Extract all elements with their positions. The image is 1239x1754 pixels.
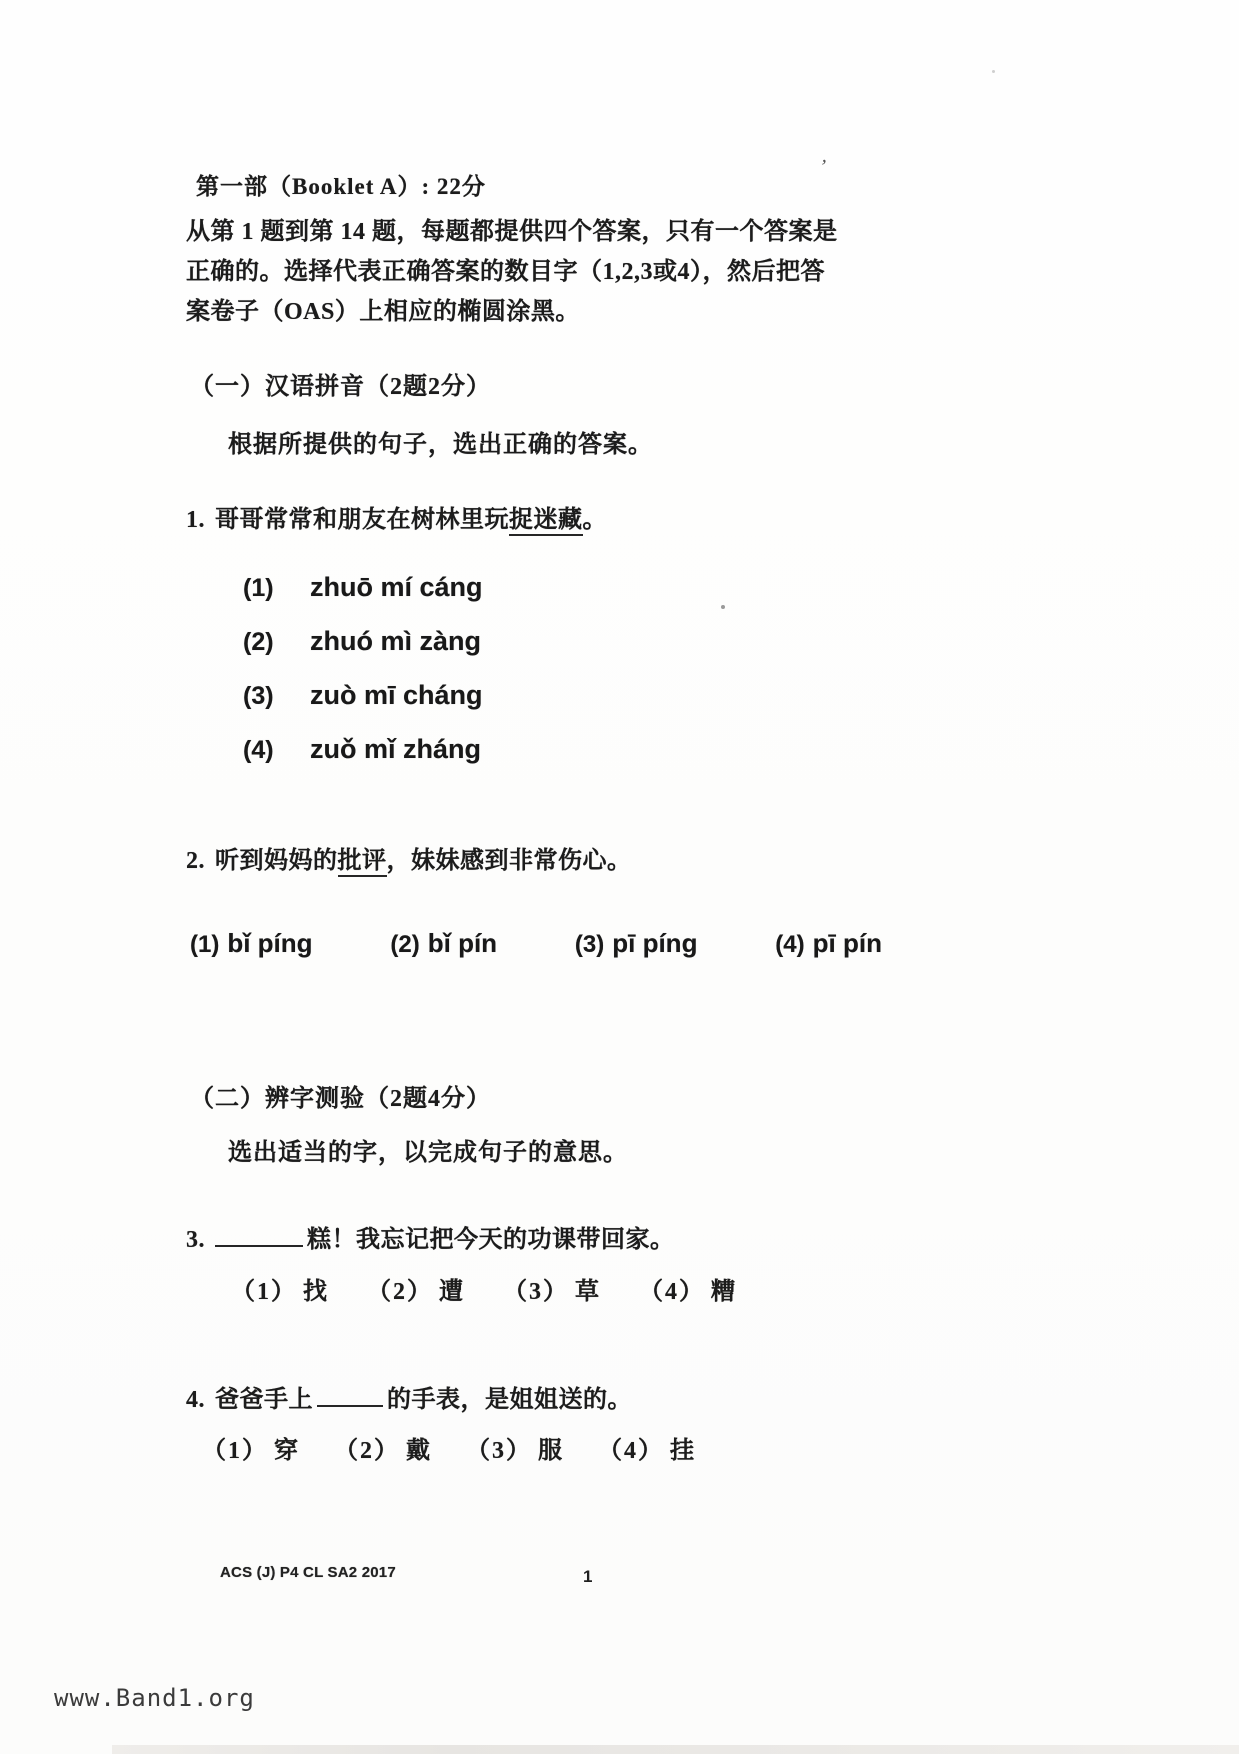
question-1-options <box>243 572 483 788</box>
option-number: (3) <box>243 682 274 710</box>
option-character: 糟 <box>711 1279 737 1305</box>
option-item <box>390 928 497 959</box>
underlined-word: 捉迷藏 <box>509 507 583 536</box>
question-text-after: 糕！我忘记把今天的功课带回家。 <box>307 1227 675 1253</box>
option-number: （2） <box>367 1279 433 1305</box>
option-pinyin: zuò mī cháng <box>310 680 483 710</box>
option-pinyin: zhuó mì zàng <box>310 626 481 656</box>
question-text-after: 。 <box>582 507 607 533</box>
option-number: （1） <box>231 1279 297 1305</box>
option-character: 服 <box>538 1438 564 1464</box>
exam-paper-code: ACS (J) P4 CL SA2 2017 <box>220 1564 396 1581</box>
instruction-line: 正确的。选择代表正确答案的数目字（1,2,3或4），然后把答 <box>186 259 825 285</box>
scan-speck <box>992 70 995 73</box>
section-two-instruction: 选出适当的字，以完成句子的意思。 <box>228 1140 628 1166</box>
section-one-heading: （一）汉语拼音（2题2分） <box>190 374 491 400</box>
option-number: （3） <box>503 1279 569 1305</box>
option-number: (4) <box>243 736 274 764</box>
option-number: (4) <box>775 931 805 958</box>
question-3-options <box>231 1271 737 1306</box>
answer-blank <box>317 1383 383 1407</box>
question-text-before: 哥哥常常和朋友在树林里玩 <box>215 507 509 533</box>
booklet-title: 第一部（Booklet A）: 22分 <box>196 174 486 199</box>
option-row <box>243 626 483 658</box>
instruction-line: 案卷子（OAS）上相应的椭圆涂黑。 <box>186 299 580 325</box>
question-text-before: 听到妈妈的 <box>215 848 338 874</box>
question-number: 3. <box>186 1227 205 1253</box>
question-number: 2. <box>186 848 205 874</box>
option-character: 挂 <box>670 1438 696 1464</box>
option-pinyin: zuǒ mǐ zháng <box>310 734 481 764</box>
question-3 <box>186 1219 675 1254</box>
option-item <box>231 1271 329 1306</box>
option-item <box>190 928 313 959</box>
option-character: 找 <box>303 1279 329 1305</box>
scan-speck <box>721 605 725 609</box>
option-item <box>367 1271 465 1306</box>
option-number: （4） <box>598 1438 664 1464</box>
option-item <box>466 1430 564 1465</box>
option-character: 戴 <box>406 1438 432 1464</box>
option-item <box>775 928 882 959</box>
answer-blank <box>215 1223 303 1247</box>
underlined-word: 批评 <box>338 848 387 877</box>
watermark-url: www.Band1.org <box>54 1684 255 1712</box>
option-character: 穿 <box>274 1438 300 1464</box>
option-pinyin: bǐ pín <box>427 928 498 958</box>
option-number: (1) <box>243 574 274 602</box>
question-text-after: ，妹妹感到非常伤心。 <box>386 848 632 874</box>
option-item <box>334 1430 432 1465</box>
page-number: 1 <box>583 1567 593 1586</box>
option-row <box>243 572 483 604</box>
option-pinyin: bǐ píng <box>227 928 313 958</box>
question-text-before: 爸爸手上 <box>215 1387 313 1413</box>
option-character: 草 <box>575 1279 601 1305</box>
question-2-options <box>190 928 882 959</box>
option-number: (2) <box>390 931 420 958</box>
booklet-instructions <box>186 212 838 332</box>
option-pinyin: zhuō mí cáng <box>310 572 483 602</box>
question-1 <box>186 499 607 534</box>
option-number: （4） <box>639 1279 705 1305</box>
instruction-line: 从第 1 题到第 14 题，每题都提供四个答案，只有一个答案是 <box>186 219 838 245</box>
scan-artifact-mark: ’ <box>818 155 829 179</box>
question-2 <box>186 840 632 875</box>
question-text-after: 的手表，是姐姐送的。 <box>387 1387 632 1413</box>
option-item <box>202 1430 300 1465</box>
question-number: 4. <box>186 1387 205 1413</box>
option-row <box>243 680 483 712</box>
option-row <box>243 734 483 766</box>
option-number: (2) <box>243 628 274 656</box>
option-number: （2） <box>334 1438 400 1464</box>
option-number: (1) <box>190 931 220 958</box>
question-4 <box>186 1379 632 1414</box>
option-number: （3） <box>466 1438 532 1464</box>
section-two-heading: （二）辨字测验（2题4分） <box>190 1086 491 1112</box>
option-number: (3) <box>574 931 605 958</box>
option-pinyin: pī píng <box>612 928 698 958</box>
option-number: （1） <box>202 1438 268 1464</box>
option-pinyin: pī pín <box>812 928 882 958</box>
question-number: 1. <box>186 507 205 533</box>
option-item <box>598 1430 696 1465</box>
scan-edge-strip <box>112 1745 1239 1754</box>
option-item <box>575 928 698 959</box>
section-one-instruction: 根据所提供的句子，选出正确的答案。 <box>228 432 653 458</box>
option-item <box>503 1271 601 1306</box>
option-item <box>639 1271 737 1306</box>
question-4-options <box>202 1430 696 1465</box>
option-character: 遭 <box>439 1279 465 1305</box>
